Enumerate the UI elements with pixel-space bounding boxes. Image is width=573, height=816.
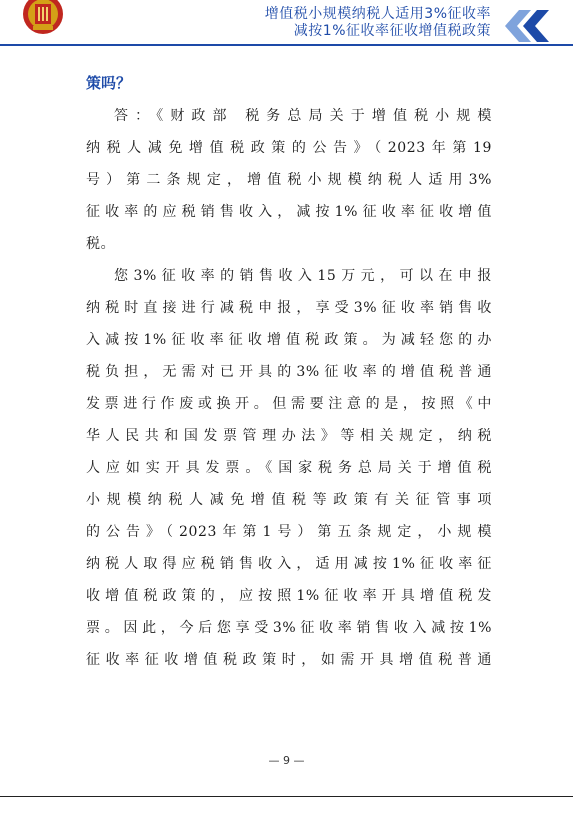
footer-rule [0,796,573,797]
text-line: 人应如实开具发票。《国家税务总局关于增值税 [86,460,492,476]
header-title-line2: 减按1%征收率征收增值税政策 [293,23,491,39]
text-line: 票。因此，今后您享受3%征收率销售收入减按1% [86,620,492,636]
text-line: 纳税人减免增值税政策的公告》（2023年第19 [86,140,492,156]
page-number: — 9 — [268,754,305,767]
question-title: 策吗？ [86,74,132,92]
text-line: 您3%征收率的销售收入15万元，可以在申报 [114,268,492,284]
text-line: 号）第二条规定，增值税小规模纳税人适用3% [86,172,492,188]
text-line: 的公告》（2023年第1号）第五条规定，小规模 [86,524,492,540]
text-line: 小规模纳税人减免增值税等政策有关征管事项 [86,492,492,508]
header-title [265,6,491,40]
text-line: 收增值税政策的，应按照1%征收率开具增值税发 [86,588,492,604]
header-title-line1: 增值税小规模纳税人适用3%征收率 [264,6,491,22]
text-line: 入减按1%征收率征收增值税政策。为减轻您的办 [86,332,492,348]
text-line: 征收率的应税销售收入，减按1%征收率征收增值 [86,204,492,220]
text-line: 华人民共和国发票管理办法》等相关规定，纳税 [86,428,492,444]
text-line: 纳税人取得应税销售收入，适用减按1%征收率征 [86,556,492,572]
header-rule [0,44,573,46]
text-line: 答：《财政部 税务总局关于增值税小规模 [114,108,492,124]
tax-emblem-icon [18,0,68,40]
text-line: 税。 [86,236,116,252]
text-line: 纳税时直接进行减税申报，享受3%征收率销售收 [86,300,492,316]
text-line: 征收率征收增值税政策时，如需开具增值税普通 [86,652,492,668]
answer-body [86,100,492,676]
text-line: 发票进行作废或换开。但需要注意的是，按照《中 [86,396,492,412]
text-line: 税负担，无需对已开具的3%征收率的增值税普通 [86,364,492,380]
double-chevron-left-icon [497,8,553,44]
page-header [0,0,573,54]
